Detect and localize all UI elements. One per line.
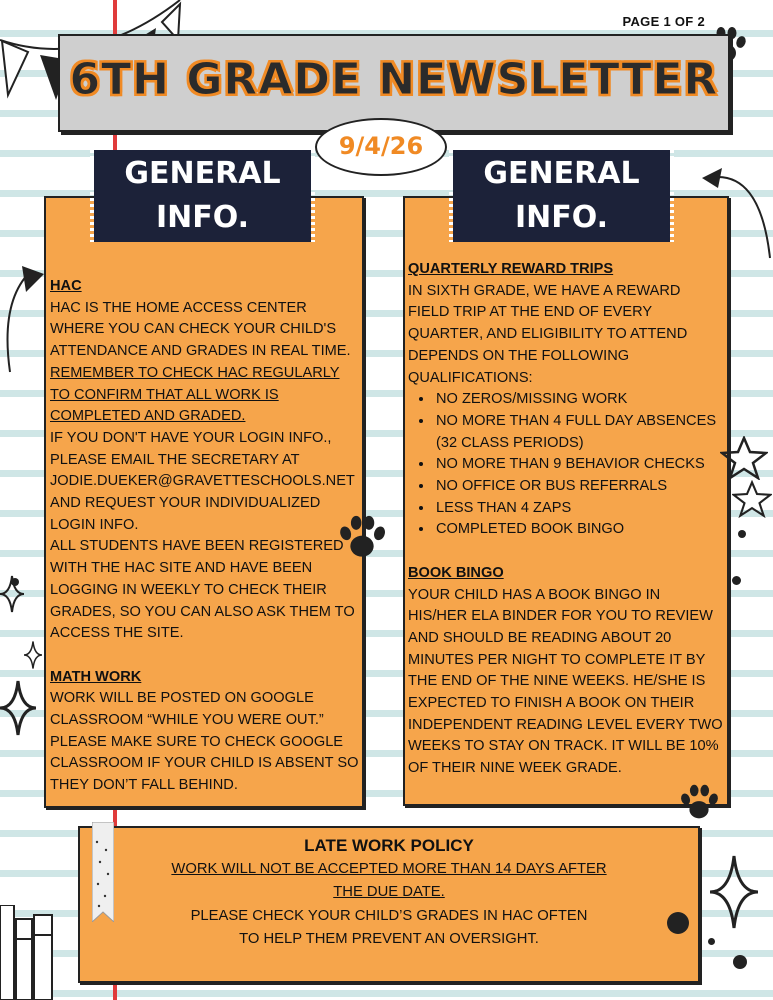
- banner-line: INFO.: [155, 200, 249, 235]
- text-line: IF YOU DON'T HAVE YOUR LOGIN INFO.,: [50, 429, 332, 446]
- text-line: WEEKS TO STAY ON TRACK. IT WILL BE 10%: [408, 738, 719, 755]
- reward-trips-text: [408, 281, 724, 390]
- banner-line: GENERAL: [124, 156, 281, 191]
- sparkle-icon: [22, 640, 44, 670]
- text-line: YOUR CHILD HAS A BOOK BINGO IN: [408, 586, 661, 603]
- text-line: QUARTER, AND ELIGIBILITY TO ATTEND: [408, 326, 688, 343]
- dot-icon: [732, 576, 741, 585]
- left-banner: [94, 150, 311, 242]
- dot-icon: [667, 912, 689, 934]
- hac-text: [50, 298, 362, 645]
- text-line: PLEASE CHECK YOUR CHILD’S GRADES IN HAC OFTEN: [190, 907, 588, 924]
- text-line: GRADES, SO YOU CAN ALSO ASK THEM TO: [50, 603, 355, 620]
- text-line: TO CONFIRM THAT ALL WORK IS: [50, 386, 279, 403]
- list-item: • COMPLETED BOOK BINGO: [434, 519, 724, 541]
- arrow-icon: [0, 262, 48, 382]
- text-line: CLASSROOM “WHILE YOU WERE OUT.”: [50, 712, 324, 729]
- text-line: LOGIN INFO.: [50, 516, 139, 533]
- list-item: • NO MORE THAN 4 FULL DAY ABSENCES (32 CLASS PERIODS): [434, 411, 724, 454]
- newsletter-date: 9/4/26: [338, 132, 424, 160]
- text-line: AND SHOULD BE READING ABOUT 20: [408, 629, 672, 646]
- text-line: ALL STUDENTS HAVE BEEN REGISTERED: [50, 538, 344, 555]
- paw-print-icon: [334, 510, 390, 566]
- star-icon: [720, 436, 768, 480]
- late-work-panel: [78, 826, 700, 983]
- late-work-content: [80, 834, 698, 952]
- book-bingo-text: [408, 585, 724, 780]
- text-line: THE END OF THE NINE WEEKS. HE/SHE IS: [408, 673, 706, 690]
- text-line: WORK WILL BE POSTED ON GOOGLE: [50, 690, 314, 707]
- text-line: IN SIXTH GRADE, WE HAVE A REWARD: [408, 282, 681, 299]
- banner-line: GENERAL: [483, 156, 640, 191]
- math-work-heading: MATH WORK: [50, 668, 142, 685]
- dot-icon: [738, 530, 746, 538]
- right-banner: [453, 150, 670, 242]
- title-bar: [58, 34, 730, 132]
- sparkle-icon: [0, 676, 36, 740]
- date-badge: [315, 118, 447, 176]
- text-line: MINUTES PER NIGHT TO COMPLETE IT BY: [408, 651, 706, 668]
- list-item: • NO ZEROS/MISSING WORK: [434, 389, 724, 411]
- text-line: PLEASE MAKE SURE TO CHECK GOOGLE: [50, 733, 344, 750]
- secretary-email: JODIE.DUEKER@GRAVETTESCHOOLS.NET: [50, 473, 355, 490]
- text-line: HAC IS THE HOME ACCESS CENTER: [50, 299, 307, 316]
- text-line: EXPECTED TO FINISH A BOOK ON THEIR: [408, 695, 695, 712]
- text-line: INDEPENDENT READING LEVEL EVERY TWO: [408, 716, 723, 733]
- star-icon: [732, 480, 772, 518]
- list-item: • NO MORE THAN 9 BEHAVIOR CHECKS: [434, 454, 724, 476]
- sparkle-icon: [704, 852, 764, 932]
- dot-icon: [733, 955, 747, 969]
- text-line: LOGGING IN WEEKLY TO CHECK THEIR: [50, 581, 327, 598]
- left-panel-content: [50, 276, 362, 797]
- dot-icon: [11, 578, 19, 586]
- banner-line: INFO.: [514, 200, 608, 235]
- text-line: WITH THE HAC SITE AND HAVE BEEN: [50, 560, 313, 577]
- math-work-text: [50, 688, 362, 797]
- late-work-title: LATE WORK POLICY: [304, 836, 474, 855]
- newsletter-title: 6TH GRADE NEWSLETTER: [69, 54, 719, 105]
- text-line: REMEMBER TO CHECK HAC REGULARLY: [50, 364, 340, 381]
- page-number: PAGE 1 OF 2: [622, 14, 705, 29]
- text-line: CLASSROOM IF YOUR CHILD IS ABSENT SO: [50, 755, 359, 772]
- hac-heading: HAC: [50, 278, 82, 294]
- text-line: COMPLETED AND GRADED.: [50, 408, 246, 425]
- text-line: THEY DON’T FALL BEHIND.: [50, 777, 238, 794]
- list-item: • NO OFFICE OR BUS REFERRALS: [434, 476, 724, 498]
- list-item: • LESS THAN 4 ZAPS: [434, 498, 724, 520]
- text-line: TO HELP THEM PREVENT AN OVERSIGHT.: [239, 931, 539, 947]
- book-bingo-heading: BOOK BINGO: [408, 564, 504, 581]
- text-line: QUALIFICATIONS:: [408, 369, 533, 386]
- text-line: WORK WILL NOT BE ACCEPTED MORE THAN 14 DAYS AFTER: [171, 860, 607, 877]
- text-line: WHERE YOU CAN CHECK YOUR CHILD'S: [50, 321, 337, 338]
- text-line: PLEASE EMAIL THE SECRETARY AT: [50, 451, 300, 468]
- dot-icon: [708, 938, 715, 945]
- books-icon: [0, 905, 70, 1000]
- reward-trips-heading: QUARTERLY REWARD TRIPS: [408, 261, 614, 277]
- text-line: DEPENDS ON THE FOLLOWING: [408, 347, 630, 364]
- right-panel-content: [408, 259, 724, 780]
- washi-tape: [92, 822, 114, 922]
- text-line: ACCESS THE SITE.: [50, 625, 184, 642]
- text-line: ATTENDANCE AND GRADES IN REAL TIME.: [50, 343, 351, 360]
- text-line: OF THEIR NINE WEEK GRADE.: [408, 760, 622, 777]
- text-line: AND REQUEST YOUR INDIVIDUALIZED: [50, 495, 321, 512]
- text-line: THE DUE DATE.: [333, 884, 445, 900]
- text-line: HIS/HER ELA BINDER FOR YOU TO REVIEW: [408, 608, 713, 625]
- paw-print-icon: [676, 780, 722, 826]
- text-line: FIELD TRIP AT THE END OF EVERY: [408, 304, 653, 321]
- qualifications-list: [408, 389, 724, 541]
